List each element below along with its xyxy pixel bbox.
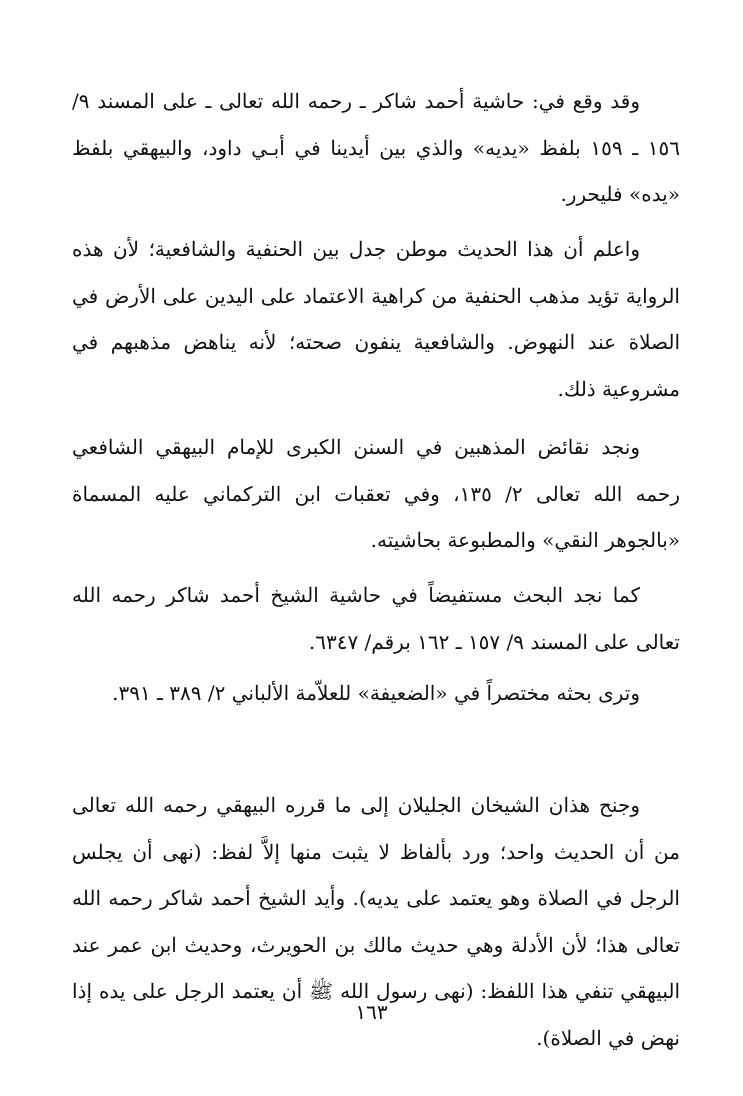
paragraph-1: وقد وقع في: حاشية أحمد شاكر ـ رحمه الله تعالى ـ على المسند ٩/ ١٥٦ ـ ١٥٩ بلفظ «يديه» والذي بين أيدينا في أبـي داود، والبيهقي بلفظ «يده» فليحرر.	[72, 89, 680, 206]
body-text	[72, 78, 680, 1061]
paragraph-4: كما نجد البحث مستفيضاً في حاشية الشيخ أحمد شاكر رحمه الله تعالى على المسند ٩/ ١٥٧ ـ ١٦٢ برقم/ ٦٣٤٧.	[72, 583, 680, 654]
paragraph-6: وجنح هذان الشيخان الجليلان إلى ما قرره البيهقي رحمه الله تعالى من أن الحديث واحد؛ ورد بألفاظ لا يثبت منها إلاَّ لفظ: (نهى أن يجلس الرجل في الصلاة وهو يعتمد على يديه). وأيد الشيخ أحمد شاكر رحمه الله تعالى هذا؛ لأن الأدلة وهي حديث مالك بن الحويرث، وحديث ابن عمر عند البيهقي تنفي هذا اللفظ: (نهى رسول الله ﷺ أن يعتمد الرجل على يده إذا نهض في الصلاة).	[72, 793, 680, 1050]
page-number: ١٦٣	[355, 1000, 388, 1024]
paragraph-3: ونجد نقائض المذهبين في السنن الكبرى للإمام البيهقي الشافعي رحمه الله تعالى ٢/ ١٣٥، وفي تعقبات ابن التركماني عليه المسماة «بالجوهر النقي» والمطبوعة بحاشيته.	[72, 435, 680, 552]
paragraph-2: واعلم أن هذا الحديث موطن جدل بين الحنفية والشافعية؛ لأن هذه الرواية تؤيد مذهب الحنفية من كراهية الاعتماد على اليدين على الأرض في الصلاة عند النهوض. والشافعية ينفون صحته؛ لأنه يناهض مذهبهم في مشروعية ذلك.	[72, 237, 681, 401]
paragraph-5: وترى بحثه مختصراً في «الضعيفة» للعلاّمة الألباني ٢/ ٣٨٩ ـ ٣٩١.	[112, 681, 640, 705]
